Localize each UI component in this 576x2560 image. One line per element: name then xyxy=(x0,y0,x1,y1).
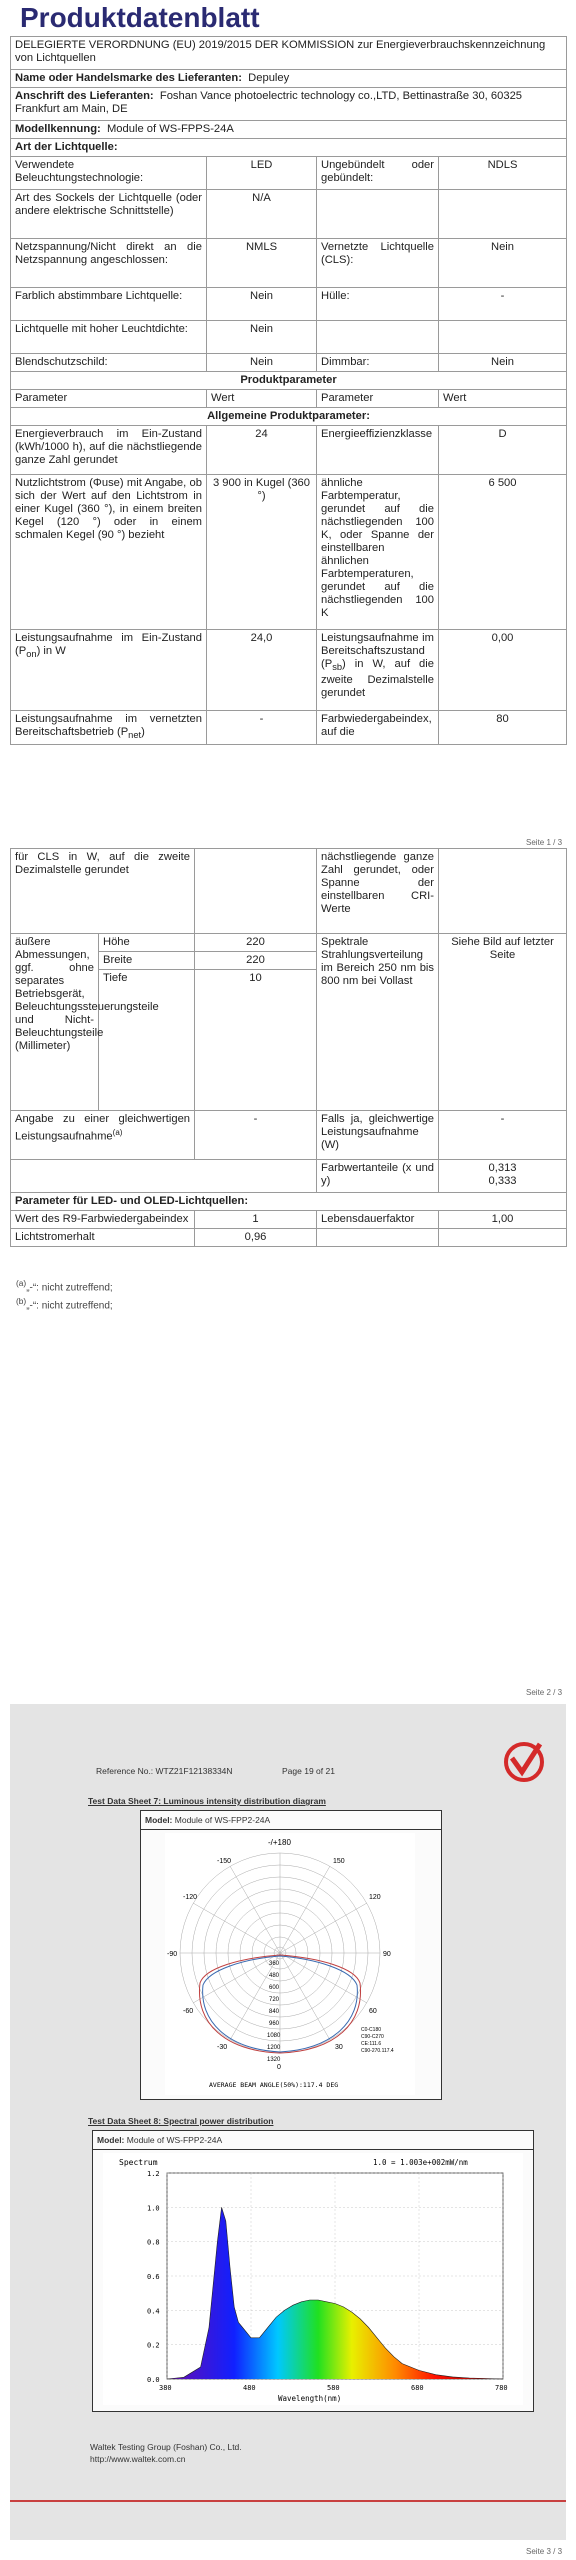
polar-legend-item: C90-C270 xyxy=(361,2034,384,2040)
page-title: Produktdatenblatt xyxy=(20,2,260,33)
footnote-a xyxy=(16,1278,113,1293)
chromaticity-y: 0,333 xyxy=(488,1175,517,1187)
chromaticity-x: 0,313 xyxy=(488,1162,517,1174)
lumen-maintenance-label: Lichtstromerhalt xyxy=(11,1229,195,1247)
equiv-power-value: - xyxy=(195,1111,317,1160)
supplier-address-row xyxy=(11,88,567,121)
sheet7-title: Test Data Sheet 7: Luminous intensity distribution diagram xyxy=(88,1796,326,1806)
supplier-address: Foshan Vance photoelectric technology co.,LTD, Bettinastraße 30, 60325 Frankfurt am Main, DE xyxy=(15,90,523,115)
equiv-power-text: Angabe zu einer gleichwertigen Leistungsaufnahme xyxy=(15,1113,191,1143)
r9-value: 1 xyxy=(195,1211,317,1229)
angle-label: -150 xyxy=(217,1858,232,1865)
lumen-maintenance-value: 0,96 xyxy=(195,1229,317,1247)
page-number-3: Seite 3 / 3 xyxy=(526,2547,563,2556)
power-on-text-end: ) in W xyxy=(36,645,66,657)
cct-value: 6 500 xyxy=(439,475,567,630)
glare-shield-value: Nein xyxy=(207,354,317,372)
empty-cell xyxy=(317,1229,439,1247)
footnote-b-mark: (b) xyxy=(16,1296,27,1306)
cct-label: ähnliche Farbtemperatur, gerundet auf die nächstliegenden 100 K, oder Spanne der einstellbaren ähnlichen Farbtemperaturen, gerundet auf die nächstliegenden 100 K xyxy=(317,475,439,630)
beam-angle-label: AVERAGE BEAM ANGLE(50%):117.4 DEG xyxy=(209,2081,339,2089)
supplier-name-label: Name oder Handelsmarke des Lieferanten: xyxy=(15,72,242,84)
sheet7-model xyxy=(145,1815,270,1825)
x-tick-label: 580 xyxy=(327,2384,340,2392)
angle-label: 60 xyxy=(369,2008,377,2015)
polar-top-label: -/+180 xyxy=(268,1838,291,1847)
power-on-text: Leistungsaufnahme im Ein-Zustand (P xyxy=(15,632,202,657)
y-tick-label: 0.0 xyxy=(147,2376,160,2384)
standby-text-end: ) in W, auf die zweite Dezimalstelle gerundet xyxy=(321,658,434,700)
general-params-heading: Allgemeine Produktparameter: xyxy=(11,408,567,426)
model-label: Modellkennung: xyxy=(15,123,101,135)
survival-label: Lebensdauerfaktor xyxy=(317,1211,439,1229)
equiv-watt-value: - xyxy=(439,1111,567,1160)
ring-label: 1080 xyxy=(267,2033,281,2039)
product-params-heading: Produktparameter xyxy=(11,372,567,390)
flux-label: Nutzlichtstrom (Φuse) mit Angabe, ob sich der Wert auf den Lichtstrom in einer Kugel (360 °), in einem breiten Kegel (120 °) oder in einem schmalen Kegel (90 °) bezieht xyxy=(11,475,207,630)
tunable-value: Nein xyxy=(207,288,317,321)
envelope-label: Hülle: xyxy=(317,288,439,321)
divider xyxy=(141,1829,441,1830)
col-value-header: Wert xyxy=(207,390,317,408)
spectrum-chart xyxy=(103,2153,523,2405)
network-standby-label xyxy=(11,711,207,745)
tech-label: Verwendete Beleuchtungstechnologie: xyxy=(11,157,207,190)
ring-label: 360 xyxy=(269,1961,280,1967)
ring-label: 600 xyxy=(269,1985,280,1991)
empty-cell xyxy=(317,190,439,239)
model-label: Model: xyxy=(97,2135,125,2145)
energy-label: Energieverbrauch im Ein-Zustand (kWh/1000 h), auf die nächstliegende ganze Zahl gerundet xyxy=(11,426,207,475)
sheet8-title: Test Data Sheet 8: Spectral power distribution xyxy=(88,2116,274,2126)
dimmable-label: Dimmbar: xyxy=(317,354,439,372)
page-number-1: Seite 1 / 3 xyxy=(526,838,563,847)
network-standby-sub: net xyxy=(128,730,142,741)
footnote-b-text: „-“: nicht zutreffend; xyxy=(26,1300,113,1312)
footnote-a-mark: (a) xyxy=(16,1278,27,1288)
model-label: Model: xyxy=(145,1815,173,1825)
power-on-label xyxy=(11,630,207,711)
model-id: Module of WS-FPPS-24A xyxy=(106,123,234,135)
empty-cell xyxy=(439,849,567,934)
model8: Module of WS-FPP2-24A xyxy=(126,2135,223,2145)
x-tick-label: 380 xyxy=(159,2384,172,2392)
chromaticity-label: Farbwertanteile (x und y) xyxy=(317,1160,439,1193)
network-standby-text: Leistungsaufnahme im vernetzten Bereitschaftsbetrieb (P xyxy=(15,713,202,738)
energy-class-value: D xyxy=(439,426,567,475)
chromaticity-values xyxy=(439,1160,567,1193)
spectrum-title: Spectrum xyxy=(119,2158,158,2167)
sheet8-model xyxy=(97,2135,222,2145)
ring-label: 1200 xyxy=(267,2045,281,2051)
height-value: 220 xyxy=(195,934,317,952)
y-tick-label: 0.8 xyxy=(147,2238,160,2247)
footnote-a-text: „-“: nicht zutreffend; xyxy=(26,1282,113,1294)
lab-url: http://www.waltek.com.cn xyxy=(90,2454,186,2464)
angle-label: 120 xyxy=(369,1894,381,1901)
angle-label: -90 xyxy=(167,1951,178,1958)
equiv-power-label xyxy=(11,1111,195,1160)
y-tick-label: 0.4 xyxy=(147,2307,160,2316)
angle-label: -30 xyxy=(217,2044,228,2051)
height-label: Höhe xyxy=(99,934,195,952)
mains-label: Netzspannung/Nicht direkt an die Netzspannung angeschlossen: xyxy=(11,239,207,288)
supplier-name-row xyxy=(11,70,567,88)
y-tick-label: 0.2 xyxy=(147,2341,160,2350)
polar-grid xyxy=(180,1853,380,2053)
page-3-scan xyxy=(10,1704,566,2540)
spectrum-scale: 1.0 = 1.003e+002mW/nm xyxy=(373,2158,468,2167)
standby-value: 0,00 xyxy=(439,630,567,711)
glare-shield-label: Blendschutzschild: xyxy=(11,354,207,372)
high-luminance-value: Nein xyxy=(207,321,317,354)
col-param-header: Parameter xyxy=(317,390,439,408)
page-1 xyxy=(0,0,576,848)
polar-diagram xyxy=(165,1833,415,2095)
cri-value: 80 xyxy=(439,711,567,745)
standby-text: Leistungsaufnahme im Bereitschaftszustand (P xyxy=(321,632,434,670)
high-luminance-label: Lichtquelle mit hoher Leuchtdichte: xyxy=(11,321,207,354)
x-tick-label: 780 xyxy=(495,2384,508,2392)
tunable-label: Farblich abstimmbare Lichtquelle: xyxy=(11,288,207,321)
led-params-heading: Parameter für LED- und OLED-Lichtquellen: xyxy=(11,1193,567,1211)
socket-label: Art des Sockels der Lichtquelle (oder andere elektrische Schnittstelle) xyxy=(11,190,207,239)
spectrum-x-ticks xyxy=(159,2384,508,2392)
spd-value: Siehe Bild auf letzter Seite xyxy=(439,934,567,1111)
empty-cell xyxy=(439,1229,567,1247)
product-data-table-p1 xyxy=(10,36,567,745)
lab-logo xyxy=(502,1740,546,1782)
empty-cell xyxy=(317,321,439,354)
regulation-text: DELEGIERTE VERORDNUNG (EU) 2019/2015 DER KOMMISSION zur Energieverbrauchskennzeichnung von Lichtquellen xyxy=(11,37,567,70)
width-label: Breite xyxy=(99,952,195,970)
polar-legend-item: C90-270.117.4 xyxy=(361,2048,394,2054)
angle-label: 90 xyxy=(383,1951,391,1958)
depth-label: Tiefe xyxy=(99,970,195,1111)
polar-legend-item: C0-C180 xyxy=(361,2027,382,2033)
model-row xyxy=(11,121,567,139)
energy-value: 24 xyxy=(207,426,317,475)
x-tick-label: 680 xyxy=(411,2384,424,2392)
polar-legend-item: CE:111.6 xyxy=(361,2041,382,2047)
page-2 xyxy=(0,848,576,1704)
flux-value: 3 900 in Kugel (360 °) xyxy=(207,475,317,630)
col-value-header: Wert xyxy=(439,390,567,408)
cri-label-cont: nächstliegende ganze Zahl gerundet, oder Spanne der einstellbaren CRI-Werte xyxy=(317,849,439,934)
cri-label: Farbwiedergabeindex, auf die xyxy=(317,711,439,745)
ring-label: 840 xyxy=(269,2009,280,2015)
reference-number: Reference No.: WTZ21F12138334N xyxy=(96,1766,233,1776)
dimmable-value: Nein xyxy=(439,354,567,372)
angle-label: -120 xyxy=(183,1894,198,1901)
depth-value: 10 xyxy=(195,970,317,1111)
angle-label: -60 xyxy=(183,2008,194,2015)
angle-label: 30 xyxy=(335,2044,343,2051)
y-tick-label: 1.2 xyxy=(147,2170,160,2178)
energy-class-label: Energieeffizienzklasse xyxy=(317,426,439,475)
dimensions-label: äußere Abmessungen, ggf. ohne separates Betriebsgerät, Beleuchtungssteuerungsteile und Nicht-Beleuchtungsteile (Millimeter) xyxy=(11,934,99,1111)
spd-label: Spektrale Strahlungsverteilung im Bereich 250 nm bis 800 nm bei Vollast xyxy=(317,934,439,1111)
standby-label xyxy=(317,630,439,711)
empty-cell xyxy=(195,849,317,934)
r9-label: Wert des R9-Farbwiedergabeindex xyxy=(11,1211,195,1229)
survival-value: 1,00 xyxy=(439,1211,567,1229)
equiv-watt-label: Falls ja, gleichwertige Leistungsaufnahme (W) xyxy=(317,1111,439,1160)
power-on-value: 24,0 xyxy=(207,630,317,711)
sheet8-frame xyxy=(92,2130,534,2412)
ring-label: 960 xyxy=(269,2021,280,2027)
col-param-header: Parameter xyxy=(11,390,207,408)
divider xyxy=(93,2149,533,2150)
ring-label: 1320 xyxy=(267,2057,281,2063)
empty-cell xyxy=(439,321,567,354)
envelope-value: - xyxy=(439,288,567,321)
empty-cell xyxy=(11,1160,317,1193)
supplier-name: Depuley xyxy=(248,72,290,84)
spectrum-y-ticks xyxy=(147,2170,160,2384)
connected-label: Vernetzte Lichtquelle (CLS): xyxy=(317,239,439,288)
angle-label: 150 xyxy=(333,1858,345,1865)
socket-value: N/A xyxy=(207,190,317,239)
ring-label: 720 xyxy=(269,1997,280,2003)
model7: Module of WS-FPP2-24A xyxy=(174,1815,271,1825)
bundled-value: NDLS xyxy=(439,157,567,190)
y-tick-label: 1.0 xyxy=(147,2204,160,2213)
sheet7-frame xyxy=(140,1810,442,2100)
y-tick-label: 0.6 xyxy=(147,2273,160,2281)
empty-cell xyxy=(439,190,567,239)
address-label: Anschrift des Lieferanten: xyxy=(15,90,154,102)
light-source-type-heading: Art der Lichtquelle: xyxy=(11,139,567,157)
x-axis-label: Wavelength(nm) xyxy=(278,2394,342,2403)
lab-name: Waltek Testing Group (Foshan) Co., Ltd. xyxy=(90,2442,242,2452)
ring-label: 480 xyxy=(269,1973,280,1979)
x-tick-label: 480 xyxy=(243,2384,256,2392)
power-on-sub: on xyxy=(26,649,37,660)
footer-rule xyxy=(10,2500,566,2502)
network-standby-value: - xyxy=(207,711,317,745)
standby-sub: sb xyxy=(332,662,343,673)
connected-value: Nein xyxy=(439,239,567,288)
tech-value: LED xyxy=(207,157,317,190)
mains-value: NMLS xyxy=(207,239,317,288)
page-of-label: Page 19 of 21 xyxy=(282,1766,335,1776)
bundled-label: Ungebündelt oder gebündelt: xyxy=(317,157,439,190)
network-standby-label-cont: für CLS in W, auf die zweite Dezimalstelle gerundet xyxy=(11,849,195,934)
equiv-power-sup: (a) xyxy=(112,1128,123,1137)
product-data-table-p2 xyxy=(10,848,567,1247)
network-standby-text-end: ) xyxy=(141,726,145,738)
angle-label: 0 xyxy=(277,2064,281,2071)
footnote-b xyxy=(16,1296,113,1311)
width-value: 220 xyxy=(195,952,317,970)
page-number-2: Seite 2 / 3 xyxy=(526,1688,563,1697)
